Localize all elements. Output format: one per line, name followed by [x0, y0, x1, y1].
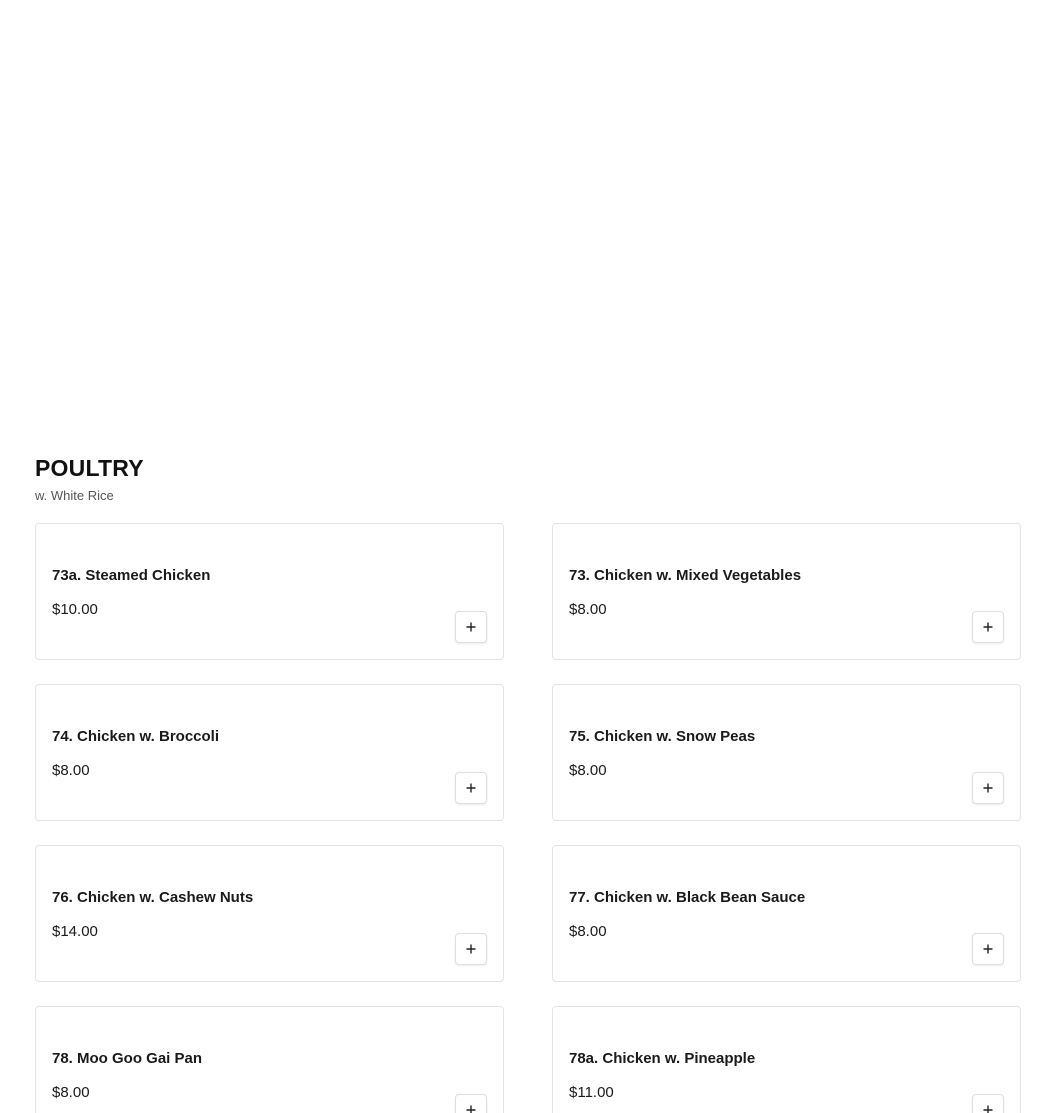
menu-item-card[interactable] [35, 523, 504, 660]
menu-item-card[interactable] [552, 684, 1021, 821]
menu-item-name: 78a. Chicken w. Pineapple [569, 1050, 756, 1067]
menu-item-name: 73. Chicken w. Mixed Vegetables [569, 567, 802, 584]
plus-icon [466, 783, 476, 793]
menu-item-name: 74. Chicken w. Broccoli [52, 728, 219, 745]
plus-icon [983, 622, 993, 632]
plus-icon [466, 1105, 476, 1113]
menu-item-price: $8.00 [52, 1084, 90, 1101]
menu-item-price: $14.00 [52, 923, 98, 940]
menu-item-price: $8.00 [52, 762, 90, 779]
menu-item-card[interactable] [35, 1006, 504, 1113]
menu-item-card[interactable] [552, 1006, 1021, 1113]
section-subtitle: w. White Rice [35, 488, 114, 503]
menu-item-name: 76. Chicken w. Cashew Nuts [52, 889, 254, 906]
menu-item-price: $11.00 [569, 1084, 614, 1101]
plus-icon [466, 944, 476, 954]
menu-item-price: $8.00 [569, 601, 607, 618]
menu-section-header [35, 452, 1021, 504]
menu-item-name: 78. Moo Goo Gai Pan [52, 1050, 203, 1067]
add-item-button[interactable] [455, 611, 487, 643]
menu-item-price: $8.00 [569, 762, 607, 779]
add-item-button[interactable] [972, 933, 1004, 965]
plus-icon [983, 1105, 993, 1113]
menu-item-card[interactable] [552, 845, 1021, 982]
menu-item-name: 73a. Steamed Chicken [52, 567, 211, 584]
plus-icon [983, 944, 993, 954]
menu-item-card[interactable] [35, 684, 504, 821]
menu-item-name: 77. Chicken w. Black Bean Sauce [569, 889, 806, 906]
add-item-button[interactable] [972, 772, 1004, 804]
menu-item-card[interactable] [35, 845, 504, 982]
menu-item-price: $8.00 [569, 923, 607, 940]
menu-item-card[interactable] [552, 523, 1021, 660]
menu-item-grid [35, 523, 1021, 1113]
plus-icon [466, 622, 476, 632]
menu-item-price: $10.00 [52, 601, 98, 618]
section-title: POULTRY [35, 455, 144, 481]
menu-item-name: 75. Chicken w. Snow Peas [569, 728, 756, 745]
add-item-button[interactable] [972, 611, 1004, 643]
add-item-button[interactable] [972, 1094, 1004, 1113]
plus-icon [983, 783, 993, 793]
add-item-button[interactable] [455, 933, 487, 965]
add-item-button[interactable] [455, 772, 487, 804]
add-item-button[interactable] [455, 1094, 487, 1113]
